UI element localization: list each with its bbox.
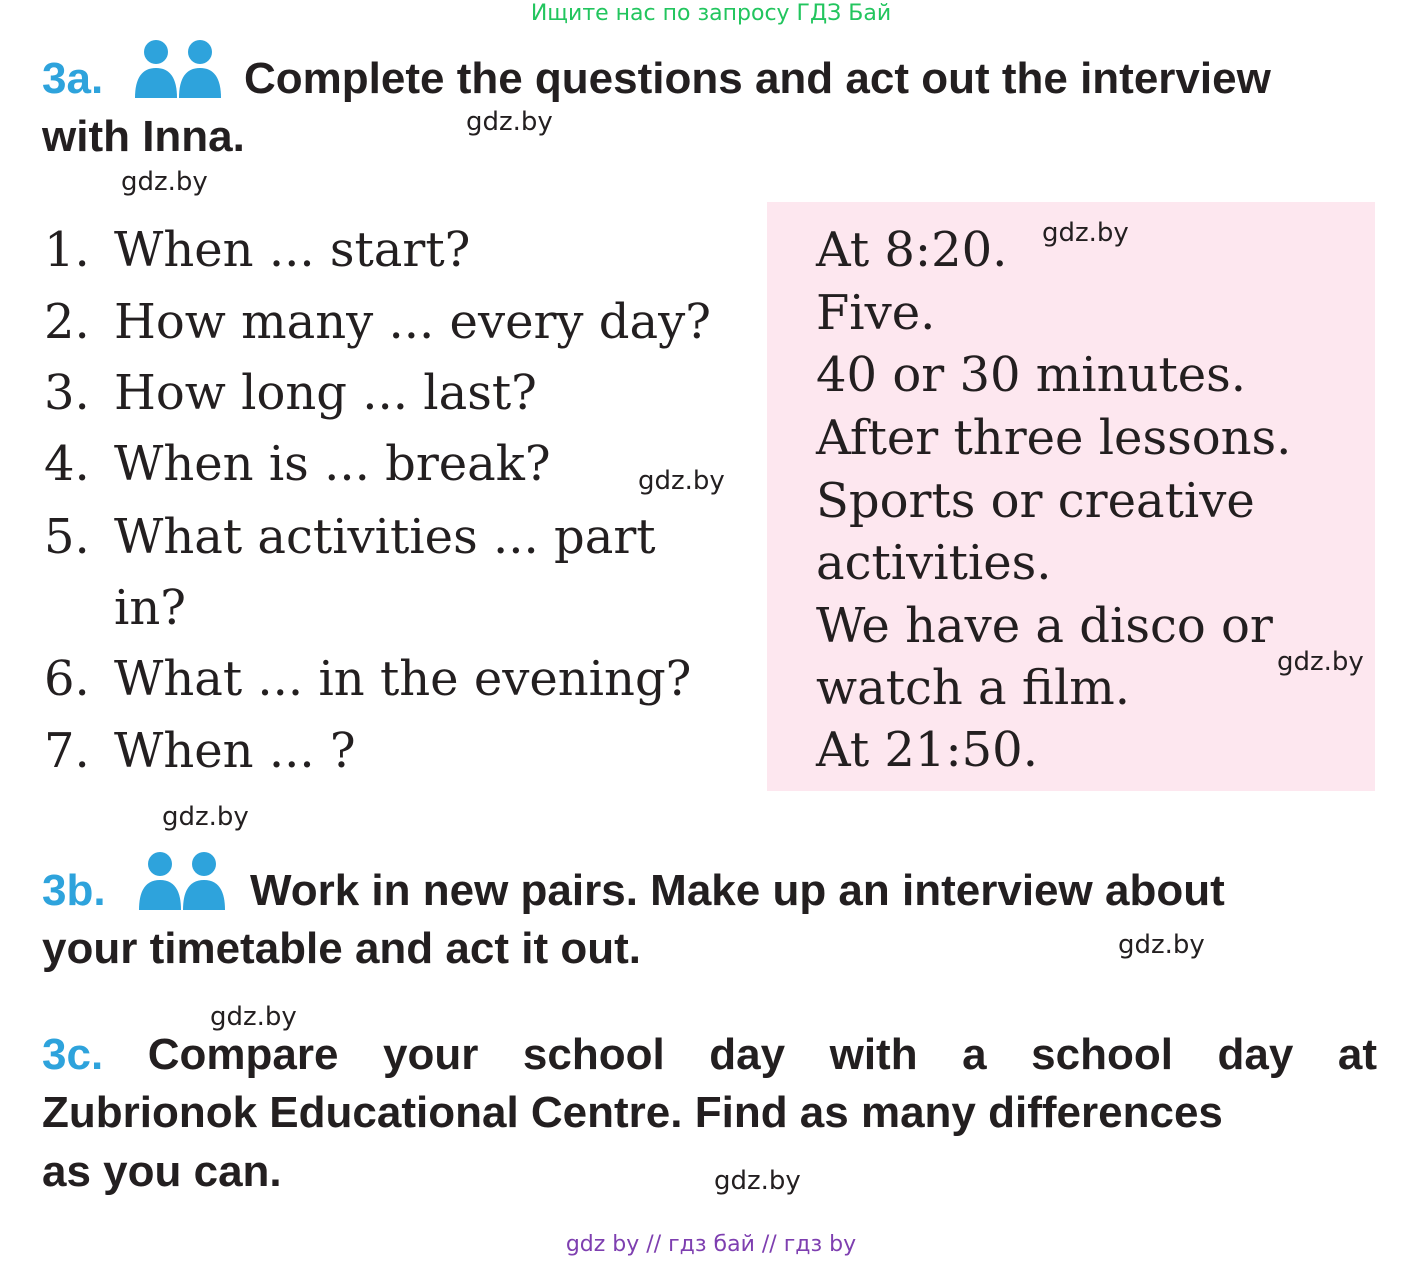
task-3b-number: 3b. [42, 866, 106, 915]
task-3b-instruction-line-2: your timetable and act it out. [42, 924, 641, 973]
question-text: How long ... last? [114, 365, 537, 421]
question-text: When ... start? [114, 222, 471, 278]
top-banner: Ищите нас по запросу ГДЗ Бай [530, 1, 892, 26]
question-item-continuation [44, 576, 186, 640]
question-number: 4. [44, 436, 90, 492]
answer-line: At 8:20. [816, 222, 1008, 278]
task-3c-text-1: Compare your school day with a school day at [147, 1030, 1377, 1079]
answer-line: After three lessons. [816, 410, 1292, 466]
question-item [44, 432, 551, 496]
task-3c-instruction-line-2: Zubrionok Educational Centre. Find as many differences [42, 1088, 1223, 1137]
answer-line: watch a film. [816, 660, 1131, 716]
answer-line: Five. [816, 285, 936, 341]
question-number: 2. [44, 294, 90, 350]
task-3a-number: 3a. [42, 54, 104, 103]
task-3c-number: 3c. [42, 1030, 104, 1079]
answer-line: At 21:50. [816, 722, 1038, 778]
question-item [44, 218, 470, 282]
question-text: When ... ? [114, 723, 356, 779]
footer-watermark: gdz by // гдз бай // гдз by [565, 1232, 857, 1257]
question-number: 7. [44, 723, 90, 779]
question-text: When is ... break? [114, 436, 551, 492]
question-number: 3. [44, 365, 90, 421]
task-3a-instruction-line-1: Complete the questions and act out the interview [244, 54, 1271, 103]
pair-work-icon [133, 38, 225, 100]
question-item [44, 290, 711, 354]
watermark: gdz.by [1042, 218, 1129, 248]
question-item [44, 505, 656, 569]
task-3c-instruction-line-1 [42, 1026, 1377, 1084]
watermark: gdz.by [162, 802, 249, 832]
task-3a-instruction-line-2: with Inna. [42, 112, 245, 161]
question-number: 6. [44, 651, 90, 707]
answer-line: We have a disco or [816, 598, 1273, 654]
question-number: 5. [44, 509, 90, 565]
question-item [44, 647, 691, 711]
watermark: gdz.by [714, 1166, 801, 1196]
answer-line: Sports or creative [816, 473, 1255, 529]
watermark: gdz.by [210, 1002, 297, 1032]
watermark: gdz.by [121, 167, 208, 197]
task-3b-instruction-line-1: Work in new pairs. Make up an interview about [250, 866, 1225, 915]
answer-line: 40 or 30 minutes. [816, 347, 1247, 403]
question-text: in? [114, 580, 186, 636]
watermark: gdz.by [466, 107, 553, 137]
question-item [44, 719, 356, 783]
question-number: 1. [44, 222, 90, 278]
watermark: gdz.by [1277, 647, 1364, 677]
answer-line: activities. [816, 535, 1052, 591]
watermark: gdz.by [1118, 930, 1205, 960]
pair-work-icon [137, 850, 229, 912]
question-text: How many ... every day? [114, 294, 711, 350]
question-text: What activities ... part [114, 509, 656, 565]
question-text: What ... in the evening? [114, 651, 692, 707]
task-3b-heading-line-1 [42, 862, 106, 920]
task-3c-instruction-line-3: as you can. [42, 1147, 282, 1196]
watermark: gdz.by [638, 466, 725, 496]
question-item [44, 361, 537, 425]
